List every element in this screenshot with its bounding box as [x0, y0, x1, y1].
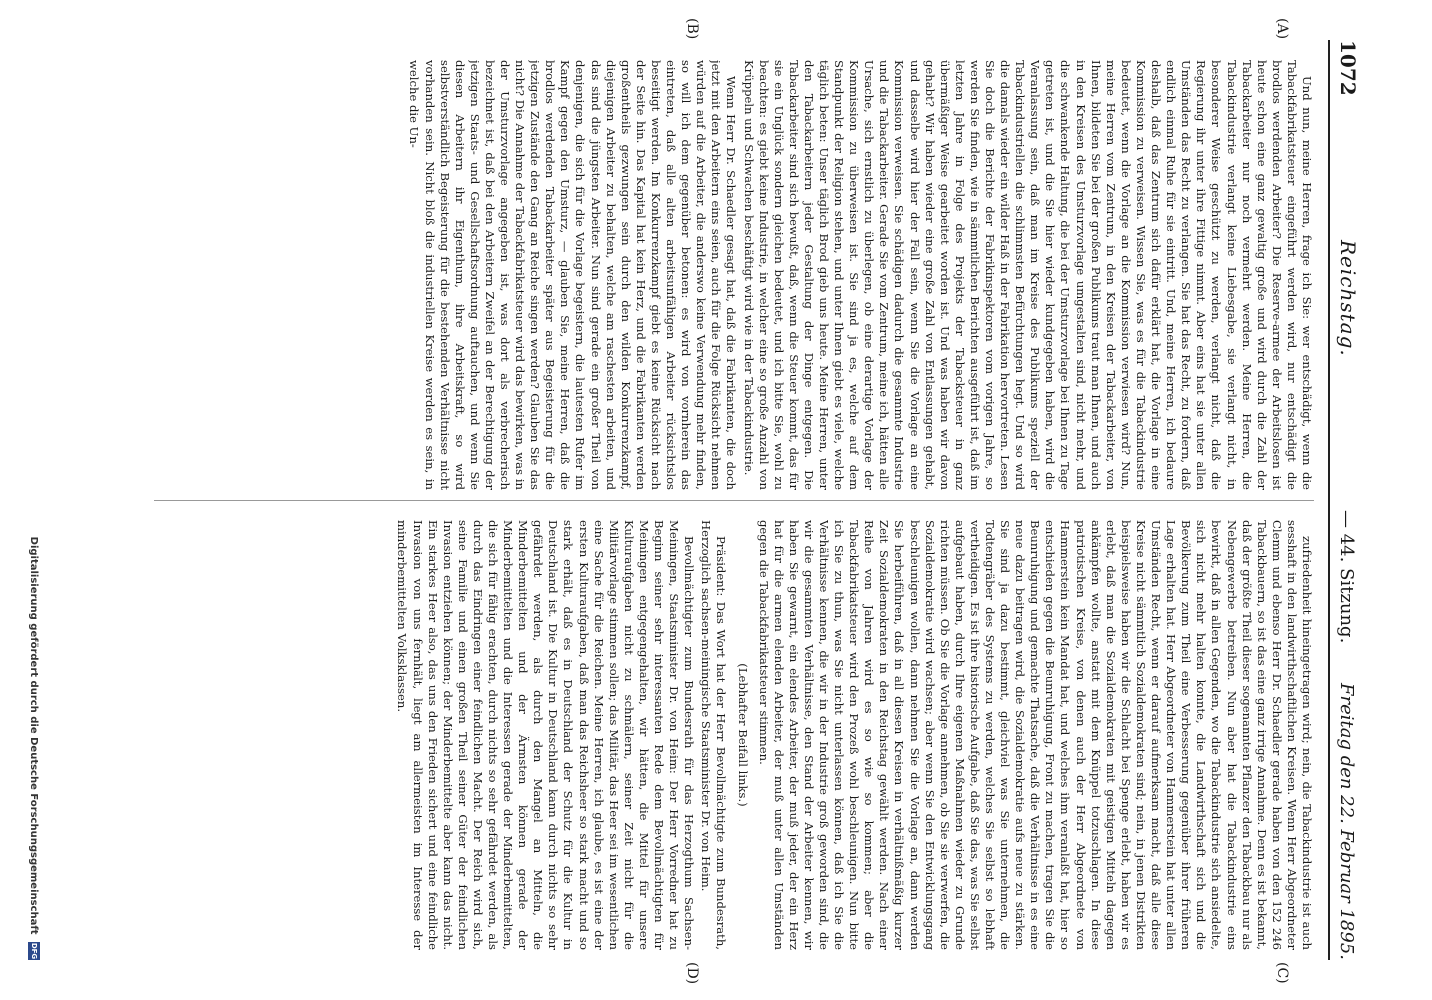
applause-note: (Lebhafter Beifall links.) — [735, 663, 750, 807]
paragraph: Und nun, meine Herren, frage ich Sie: wer entschädigt, wenn die Tabackfabrikatsteuer eingeführt werden wird, nur entschädigt die brodlos werdenden Arbeiter? Die Reserve-armee der Arbeitslosen ist heute schon eine ganz gewaltig große und wird durch die Zahl der Tabackarbeiter nur noch vermehrt werden. Meine Herren, die Tabackindustrie verlangt keine Liebesgabe, sie verlangt nicht, in besonderer Weise geschützt zu werden, verlangt nicht, daß die Regierung ihr unter ihre Fittige nimmt. Aber eins hat sie unter allen Umständen das Recht zu verlangen. Sie hat das Recht, zu fordern, daß endlich einmal Ruhe für sie eintritt. Und, meine Herren, ich bedaure deshalb, daß das Zentrum sich dafür erklärt hat, die Vorlage in eine Kommission zu verweisen. Wissen Sie, was es für die Tabackindustrie bedeutet, wenn die Vorlage an die Kommission verwiesen wird? Nun, meine Herren vom Zentrum, in den Kreisen der Tabackarbeiter, von Ihnen, bildeten Sie bei der großen Publikums traut man Ihnen, und auch in den Kreisen des Umsturzvorlage umgestalten sind, nicht mehr, und die schwankende Haltung, die bei der Umsturzvorlage bei Ihnen zu Tage getreten ist, und die Sie hier wieder kundgegeben haben, wird die Veranlassung sein, daß man im Kreise des Publikums speziell der Tabackindustriellen die schlimmsten Befürchtungen hegt. Und so wird die damals wieder ein wilder Haß in der Fabrikation hervortreten. Lesen Sie doch die Berichte der Fabrikinspektoren vom vorigen Jahre, so werden Sie finden, wie in sämmtlichen Berichten ausgeführt ist, daß im letzten Jahre in Folge des Projekts der Tabacksteuer in ganz übermäßiger Weise gearbeitet worden ist. Und was haben wir davon gehabt? Wir haben wieder eine große Zahl von Entlassungen gehabt, und dasselbe wird hier der Fall sein, wenn Sie die Vorlage an eine Kommission verweisen. Sie schädigen dadurch die gesammte Industrie und die Tabackarbeiter. Gerade Sie vom Zentrum, meine ich, hätten alle Ursache, sich ernstlich zu überlegen, ob eine derartige Vorlage der Kommission zu überweisen ist. Sie sind ja es, welche auf dem Standpunkt der Religion stehen, und unter Ihnen giebt es viele, welche täglich beten: Unser täglich Brod gieb uns heute. Meine Herren, unter den Tabackarbeitern jeder Gestaltung der Dinge entgegen. Die Tabackarbeiter sind sich bewußt, daß, wenn die Steuer kommt, das für sie ein Unglück sondern gleichen bedeutet, und ich bitte Sie, wohl zu beachten: es giebt keine Industrie, in welcher eine so große Anzahl von Krüppeln und Schwachen beschäftigt wird wie in der Tabackindustrie. — [741, 60, 1314, 490]
speaker-intro: Präsident: Das Wort hat der Herr Bevollmächtigte zum Bundesrath, Herzoglich sachsen-meiningische Staatsminister Dr. von Heim. — [699, 520, 729, 950]
right-column — [154, 520, 1314, 950]
session-label: — 44. Sitzung. — [1336, 510, 1357, 644]
session-date: Freitag den 22. Februar 1895. — [1336, 682, 1357, 960]
margin-mark-a: (A) — [1274, 18, 1290, 40]
column-divider — [154, 500, 1314, 501]
page-header — [1328, 40, 1370, 960]
margin-mark-b: (B) — [684, 18, 700, 40]
publication-title: Reichstag. — [1336, 240, 1360, 357]
paragraph: Bevollmächtigter zum Bundesrath für das Herzogthum Sachsen-Meiningen, Staatsminister Dr. von Heim: Der Herr Vorredner hat zu Beginn seiner sehr interessanten Rede dem Bevollmächtigten für Meiningen entgegengehalten, wir hätten, die Mittel für unsere Kulturaufgaben nicht zu schmälern, seiner Zeit nicht für die Militärvorlage stimmen sollen; das Militär, das Heer sei im wesentlichen eine Sache für die Reichen. Meine Herren, ich glaube, es ist eine der ersten Kulturaufgaben, daß man das Reichsheer so stark macht und so stark erhält, daß es in Deutschland der Schutz für die Kultur in Deutschland ist. Die Kultur in Deutschland kann durch nichts so sehr gefährdet werden, als durch den Mangel an Mitteln, die Minderbemittelten und der Ärmsten können gerade der Minderbemittelten und die Interessen gerade der Minderbemittelten, die sich für fähig erachten, durch nichts so sehr gefährdet werden, als durch das Eindringen einer feindlichen Macht. Der Reich wird sich, seine Familie und einen großen Theil seiner Güter der feindlichen Invasion entziehen können; der Minderbemittelte aber kann das nicht. Ein starkes Heer also, das uns den Frieden sichert und eine feindliche Invasion von uns fernhält, liegt am allermeisten im Interesse der minderbemittelten Volksklassen. — [395, 520, 697, 950]
left-column — [154, 60, 1314, 490]
digitization-credit — [28, 40, 40, 960]
paragraph: Wenn Herr Dr. Schaedler gesagt hat, daß die Fabrikanten, die doch jetzt mit den Arbeitern eins seien, auch für die Folge Rücksicht nehmen würden auf die Arbeiter, die anderswo keine Verwendung mehr finden, so will ich dem gegenüber betonen: es wird von vornherein das eintreten, daß alle alten arbeitsunfähigen Arbeiter rücksichtslos beseitigt werden. Im Konkurrenzkampf giebt es keine Rücksicht nach der Seite hin. Das Kapital hat kein Herz, und die Fabrikanten werden großentheils gezwungen sein durch den wilden Konkurrenzkampf, diejenigen Arbeiter zu behalten, welche am raschesten arbeiten, und das sind die jüngsten Arbeiter. Nun sind gerade ein großer Theil von denjenigen, die sich für die Vorlage begeistern, die lautesten Rufer im Kampf gegen den Umsturz, — glauben Sie, meine Herren, daß die brodlos werdenden Tabackarbeiter später aus Begeisterung für die jetzigen Zustände den Gang an Reiche singen werden? Glauben Sie das nicht? Die Annahme der Tabackfabrikatsteuer wird das bewirken, was in der Umsturzvorlage angegeben ist, was dort als verbrecherisch bezeichnet ist, daß bei den Arbeitern Zweifel an der Berechtigung der jetzigen Staats- und Gesellschaftsordnung auftauchen, und wenn Sie diesen Arbeitern ihr Eigenthum, ihre Arbeitskraft, so wird selbstverständlich Begeisterung für die bestehenden Verhältnisse nicht vorhanden sein. Nicht bloß die industriellen Kreise werden es sein, in welche die Un- — [407, 60, 739, 490]
margin-mark-c: (C) — [1274, 962, 1290, 984]
paragraph: zufriedenheit hineingetragen wird; nein, die Tabackindustrie ist auch sesshaft in den landwirthschaftlichen Kreisen. Wenn Herr Abgeordneter Clemm und ebenso Herr Dr. Schaedler gerade haben von den 152 246 Tabackbauern, so ist das eine ganz irrige Annahme. Denn es ist bekannt, daß der größte Theil dieser sogenannten Pflanzer den Tabackbau nur als Nebengewerbe betreiben. Nun aber hat die Tabackindustrie eins bewirkt, daß in allen Gegenden, wo die Tabackindustrie sich ansiedelte, sich nicht mehr halten konnte, die Landwirthschaft sich und die Bevölkerung zum Theil eine Verbesserung gegenüber ihrer früheren Lage erhalten hat. Herr Abgeordneter von Hammerstein hat unter allen Umständen Recht, wenn er darauf aufmerksam macht, daß alle diese Kreise nicht sämmtlich Sozialdemokraten sind; nein, in jenen Distrikten beispielsweise haben wir die Schlacht bei Spenge erlebt, haben wir es erlebt, daß man die Sozialdemokraten mit geistigen Mitteln dagegen ankämpfen wollte, anstatt mit dem Knüppel totzuschlagen. In diese patriotischen Kreise, von denen auch der Herr Abgeordnete von Hammerstein kein Mandat hat, und welches ihm veranlaßt hat, hier so entschieden gegen die Beunruhigung, Front zu machen, tragen Sie die Beunruhigung und gemachte Thatsache, daß die Verhältnisse in es eine neue dazu beitragen wird, die Sozialdemokratie aufs neue zu stärken. Sie sind ja dazu bestimmt, gleichviel was Sie unternehmen, die Todtengräber des Systems zu werden, welches Sie selbst so lebhaft vertheidigen. Es ist ihre historische Aufgabe, daß Sie das, was Sie selbst aufgebaut haben, durch Ihre eigenen Maßnahmen wieder zu Grunde richten müssen. Ob Sie die Vorlage annehmen, ob Sie sie verwerfen, die Sozialdemokratie wird wachsen; aber wenn Sie den Entwicklungsgang beschleunigen wollen, dann nehmen Sie die Vorlage an, dann werden Sie herbeiführen, daß in all diesen Kreisen in verhältnißmäßig kurzer Zeit Sozialdemokraten in den Reichstag gewählt werden. Nach einer Reihe von Jahren wird es so wie so kommen; aber die Tabackfabrikatsteuer wird den Prozeß wohl beschleunigen. Nun bitte ich Sie zu thun, was Sie nicht unterlassen können, daß ich Sie die Verhältnisse kennen, die wir in der Industrie groß geworden sind, die wir die gesammten Verhältnisse, den Stand der Arbeiter kennen, wir haben Sie gewarnt, ein elendes Arbeiter, der muß jeder, der ein Herz hat für die armen elenden Arbeiter, der muß unter allen Umständen gegen die Tabackfabrikatsteuer stimmen. — [756, 520, 1314, 950]
page-number: 1072 — [1336, 40, 1360, 96]
credit-text: Digitalisierung gefördert durch die Deutsche Forschungsgemeinschaft — [28, 536, 39, 935]
dfg-logo: DFG — [30, 942, 38, 960]
margin-mark-d: (D) — [684, 962, 700, 985]
